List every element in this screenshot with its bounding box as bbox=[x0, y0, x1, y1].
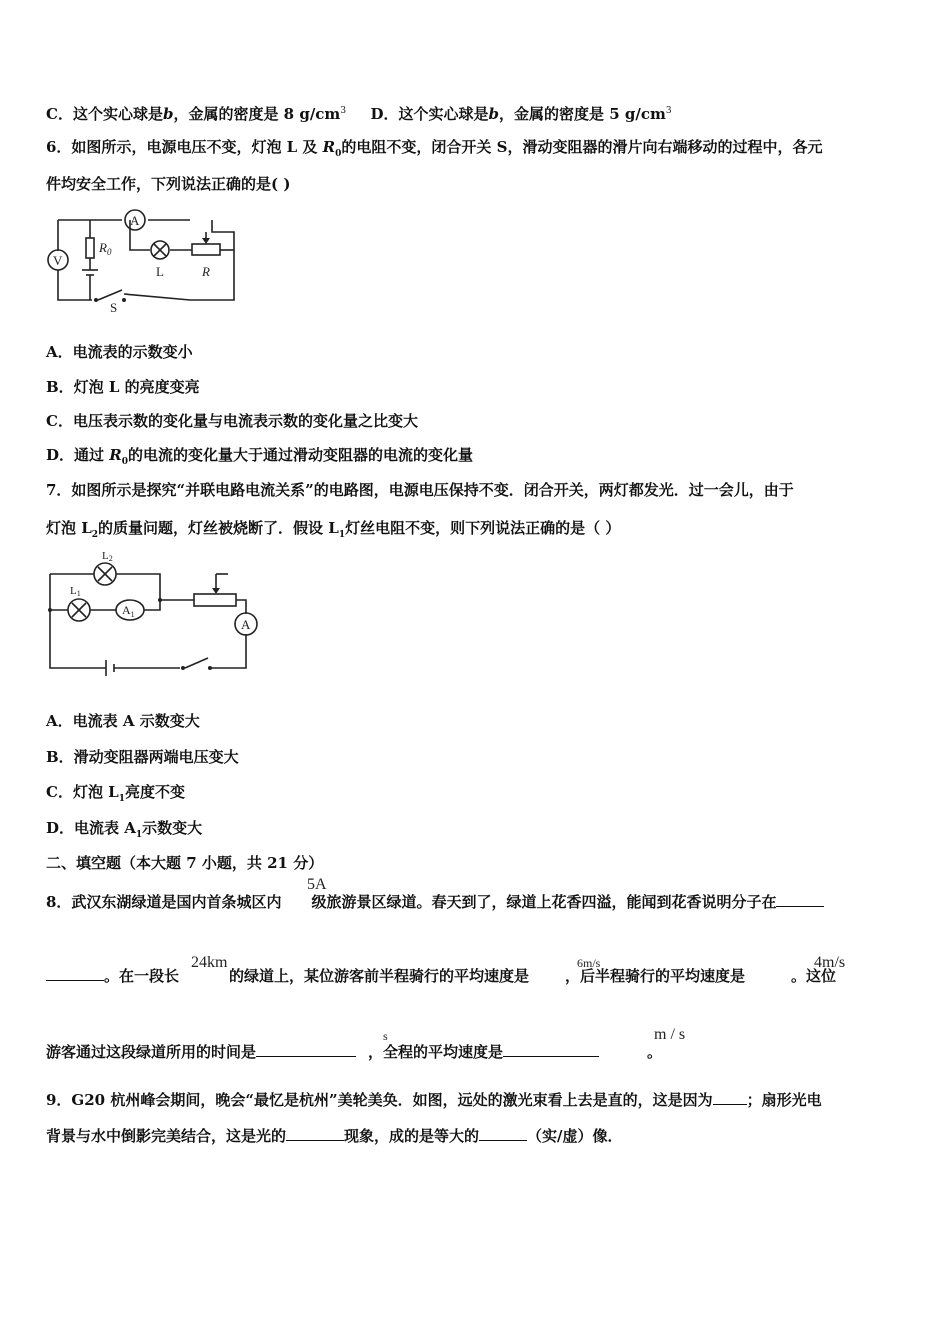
q8-blank-3[interactable] bbox=[256, 1042, 356, 1057]
q8-math-ms: m / s bbox=[654, 1026, 686, 1043]
q8-blank-4[interactable] bbox=[503, 1042, 599, 1057]
q6-switch-label: S bbox=[110, 300, 118, 314]
q9-line1: 9．G20 杭州峰会期间，晚会“最忆是杭州”美轮美奂．如图，远处的激光束看上去是直的，这是因为 ；扇形光电 bbox=[46, 1091, 822, 1109]
q8-math-s: s bbox=[383, 1029, 388, 1043]
q6-ammeter-label: A bbox=[130, 213, 140, 228]
q5-options-cd bbox=[46, 101, 672, 124]
q8-math-6ms: 6m/s bbox=[577, 956, 601, 970]
q8-blank-2[interactable] bbox=[46, 966, 104, 981]
q5-option-d: D．这个实心球是b，金属的密度是 5 $g/cm^3$ bbox=[370, 105, 672, 123]
q6-option-b: B．灯泡 L 的亮度变亮 bbox=[46, 378, 200, 396]
q6-option-c: C．电压表示数的变化量与电流表示数的变化量之比变大 bbox=[46, 412, 418, 430]
q7-lamp2-label: L2 bbox=[102, 550, 113, 563]
q7-lamp1-label: L1 bbox=[70, 585, 81, 598]
q7-option-d: D．电流表 $A_1$示数变大 bbox=[46, 819, 203, 840]
q7-stem-line2: 灯泡 $L_2$的质量问题，灯丝被烧断了．假设 $L_1$灯丝电阻不变，则下列说法正确的是（ ） bbox=[46, 519, 621, 540]
section2-heading: 二、填空题（本大题 7 小题，共 21 分） bbox=[46, 854, 324, 872]
q8-blank-1[interactable] bbox=[776, 892, 824, 907]
q7-ammeter-label: A bbox=[241, 617, 251, 632]
q7-option-c: C．灯泡 $L_1$亮度不变 bbox=[46, 783, 185, 804]
q6-lamp-label: L bbox=[156, 264, 164, 279]
q7-ammeter1-label: $A_1$ bbox=[122, 603, 135, 619]
q8-math-5a: 5A bbox=[307, 876, 327, 893]
q6-stem-line2: 件均安全工作，下列说法正确的是( ) bbox=[46, 175, 291, 193]
q8-line1: 8．武汉东湖绿道是国内首条城区内 级旅游景区绿道。春天到了，绿道上花香四溢，能闻到花香说明分子在 bbox=[46, 892, 824, 912]
q6-stem-line1: 6．如图所示，电源电压不变，灯泡 L 及 $R_0$的电阻不变，闭合开关 S，滑动变阻器的滑片向右端移动的过程中，各元 bbox=[46, 138, 823, 159]
q7-circuit-figure bbox=[42, 548, 264, 680]
q6-option-d: D．通过 $R_0$的电流的变化量大于通过滑动变阻器的电流的变化量 bbox=[46, 446, 473, 467]
q5-option-c: C．这个实心球是b，金属的密度是 8 $g/cm^3$ bbox=[46, 105, 347, 123]
q6-circuit-figure bbox=[42, 206, 242, 314]
q7-option-b: B．滑动变阻器两端电压变大 bbox=[46, 748, 239, 766]
q9-blank-1[interactable] bbox=[713, 1090, 747, 1105]
q6-voltmeter-label: V bbox=[53, 253, 63, 268]
q7-stem-line1: 7．如图所示是探究“并联电路电流关系”的电路图，电源电压保持不变．闭合开关，两灯都发光．过一会儿，由于 bbox=[46, 481, 794, 499]
q9-line2: 背景与水中倒影完美结合，这是光的 现象，成的是等大的 （实/虚）像． bbox=[46, 1127, 623, 1145]
q8-line3: 游客通过这段绿道所用的时间是 ，全程的平均速度是 。 bbox=[46, 1043, 663, 1061]
q7-option-a: A．电流表 A 示数变大 bbox=[46, 712, 200, 730]
q6-r0-label: $R_0$ bbox=[99, 240, 112, 257]
q9-blank-2[interactable] bbox=[286, 1126, 344, 1141]
q6-option-a: A．电流表的示数变小 bbox=[46, 343, 193, 361]
q8-math-24km: 24km bbox=[191, 954, 228, 971]
q6-rheostat-label: R bbox=[202, 264, 210, 279]
q8-math-4ms: 4m/s bbox=[814, 954, 846, 971]
q9-blank-3[interactable] bbox=[479, 1126, 527, 1141]
q8-line2: 。在一段长 的绿道上，某位游客前半程骑行的平均速度是 ，后半程骑行的平均速度是 。这位 bbox=[46, 966, 836, 986]
